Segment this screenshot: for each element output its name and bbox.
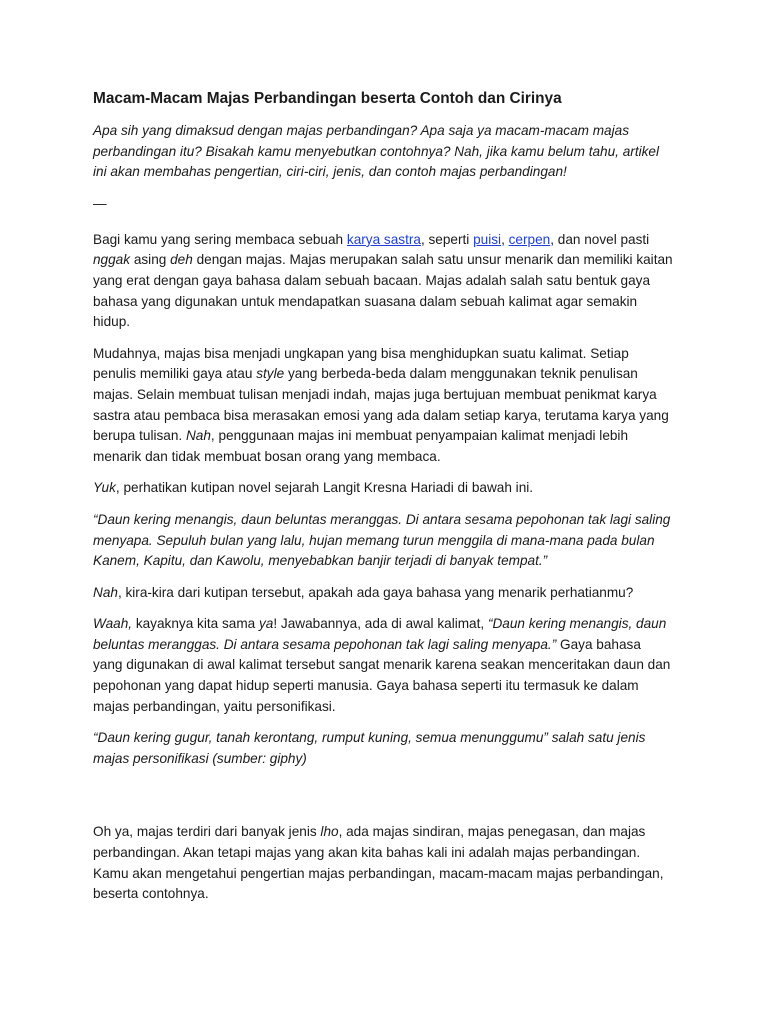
italic-quote: “Daun kering menangis, daun beluntas meranggas. Di antara sesama pepohonan tak lagi saling menyapa.” [93,616,667,652]
paragraph-4 [93,583,673,604]
text: , perhatikan kutipan novel sejarah Langit Kresna Hariadi di bawah ini. [115,480,534,496]
italic-text: Nah [93,584,118,600]
paragraph-6 [93,822,673,904]
text: asing [130,252,171,268]
image-placeholder-space [93,780,673,822]
link-puisi[interactable]: puisi [473,231,502,247]
italic-text: Waah, [93,616,133,632]
text: , kira-kira dari kutipan tersebut, apakah ada gaya bahasa yang menarik perhatianmu? [117,584,634,600]
italic-text: deh [170,252,193,268]
link-karya-sastra[interactable]: karya sastra [346,231,421,247]
paragraph-5 [93,614,673,717]
text: yang berbeda-beda dalam menggunakan teknik penulisan majas. Selain membuat tulisan menjadi indah, majas juga bertujuan membuat penikmat karya sastra atau pembaca bisa merasakan emosi yang ada dalam setiap karya, terutama karya yang berupa tulisan. [93,366,669,444]
text: , seperti [420,231,474,247]
novel-quote: “Daun kering menangis, daun beluntas meranggas. Di antara sesama pepohonan tak lagi saling menyapa. Sepuluh bulan yang lalu, hujan memang turun menggila di mana-mana pada bulan Kanem, Kapitu, dan Kawolu, menyebabkan banjir terjadi di banyak tempat.” [93,511,671,569]
text: kayaknya kita sama [132,616,259,632]
article-title: Macam-Macam Majas Perbandingan beserta Contoh dan Cirinya [93,90,562,107]
paragraph-1 [93,230,673,333]
italic-text: lho [320,824,339,840]
text: ! Jawabannya, ada di awal kalimat, [273,616,488,632]
text: , penggunaan majas ini membuat penyampaian kalimat menjadi lebih menarik dan tidak membuat bosan orang yang membaca. [93,428,629,464]
italic-text: ya [258,616,274,632]
italic-text: Nah [185,428,211,444]
link-cerpen[interactable]: cerpen [508,231,551,247]
italic-text: nggak [93,252,131,268]
text: dengan majas. Majas merupakan salah satu unsur menarik dan memiliki kaitan yang erat dengan gaya bahasa dalam sebuah bacaan. Majas adalah salah satu bentuk gaya bahasa yang digunakan untuk mendapatkan suasana dalam sebuah kalimat agar semakin hidup. [93,252,673,330]
image-caption: “Daun kering gugur, tanah kerontang, rumput kuning, semua menunggumu” salah satu jenis majas personifikasi (sumber: giphy) [93,730,646,766]
paragraph-3 [93,478,673,499]
text: Oh ya, majas terdiri dari banyak jenis [93,824,321,840]
text: Bagi kamu yang sering membaca sebuah [93,231,347,247]
text: , [501,231,509,247]
paragraph-2 [93,344,673,468]
intro-paragraph: Apa sih yang dimaksud dengan majas perbandingan? Apa saja ya macam-macam majas perbandingan itu? Bisakah kamu menyebutkan contohnya? Nah, jika kamu belum tahu, artikel ini akan membahas pengertian, ciri-ciri, jenis, dan contoh majas perbandingan! [93,123,659,180]
text: Gaya bahasa yang digunakan di awal kalimat tersebut sangat menarik karena seakan menceritakan daun dan pepohonan yang dapat hidup seperti manusia. Gaya bahasa seperti itu termasuk ke dalam majas perbandingan, yaitu personifikasi. [93,636,671,714]
text: , ada majas sindiran, majas penegasan, dan majas perbandingan. Akan tetapi majas yang akan kita bahas kali ini adalah majas perbandingan. Kamu akan mengetahui pengertian majas perbandingan, macam-macam majas perbandingan, beserta contohnya. [93,824,664,902]
italic-text: style [256,366,285,382]
text: Mudahnya, majas bisa menjadi ungkapan yang bisa menghidupkan suatu kalimat. Setiap penulis memiliki gaya atau [93,345,629,382]
italic-text: Yuk [93,480,116,496]
text: , dan novel pasti [550,231,650,247]
separator-dash: — [93,195,107,211]
